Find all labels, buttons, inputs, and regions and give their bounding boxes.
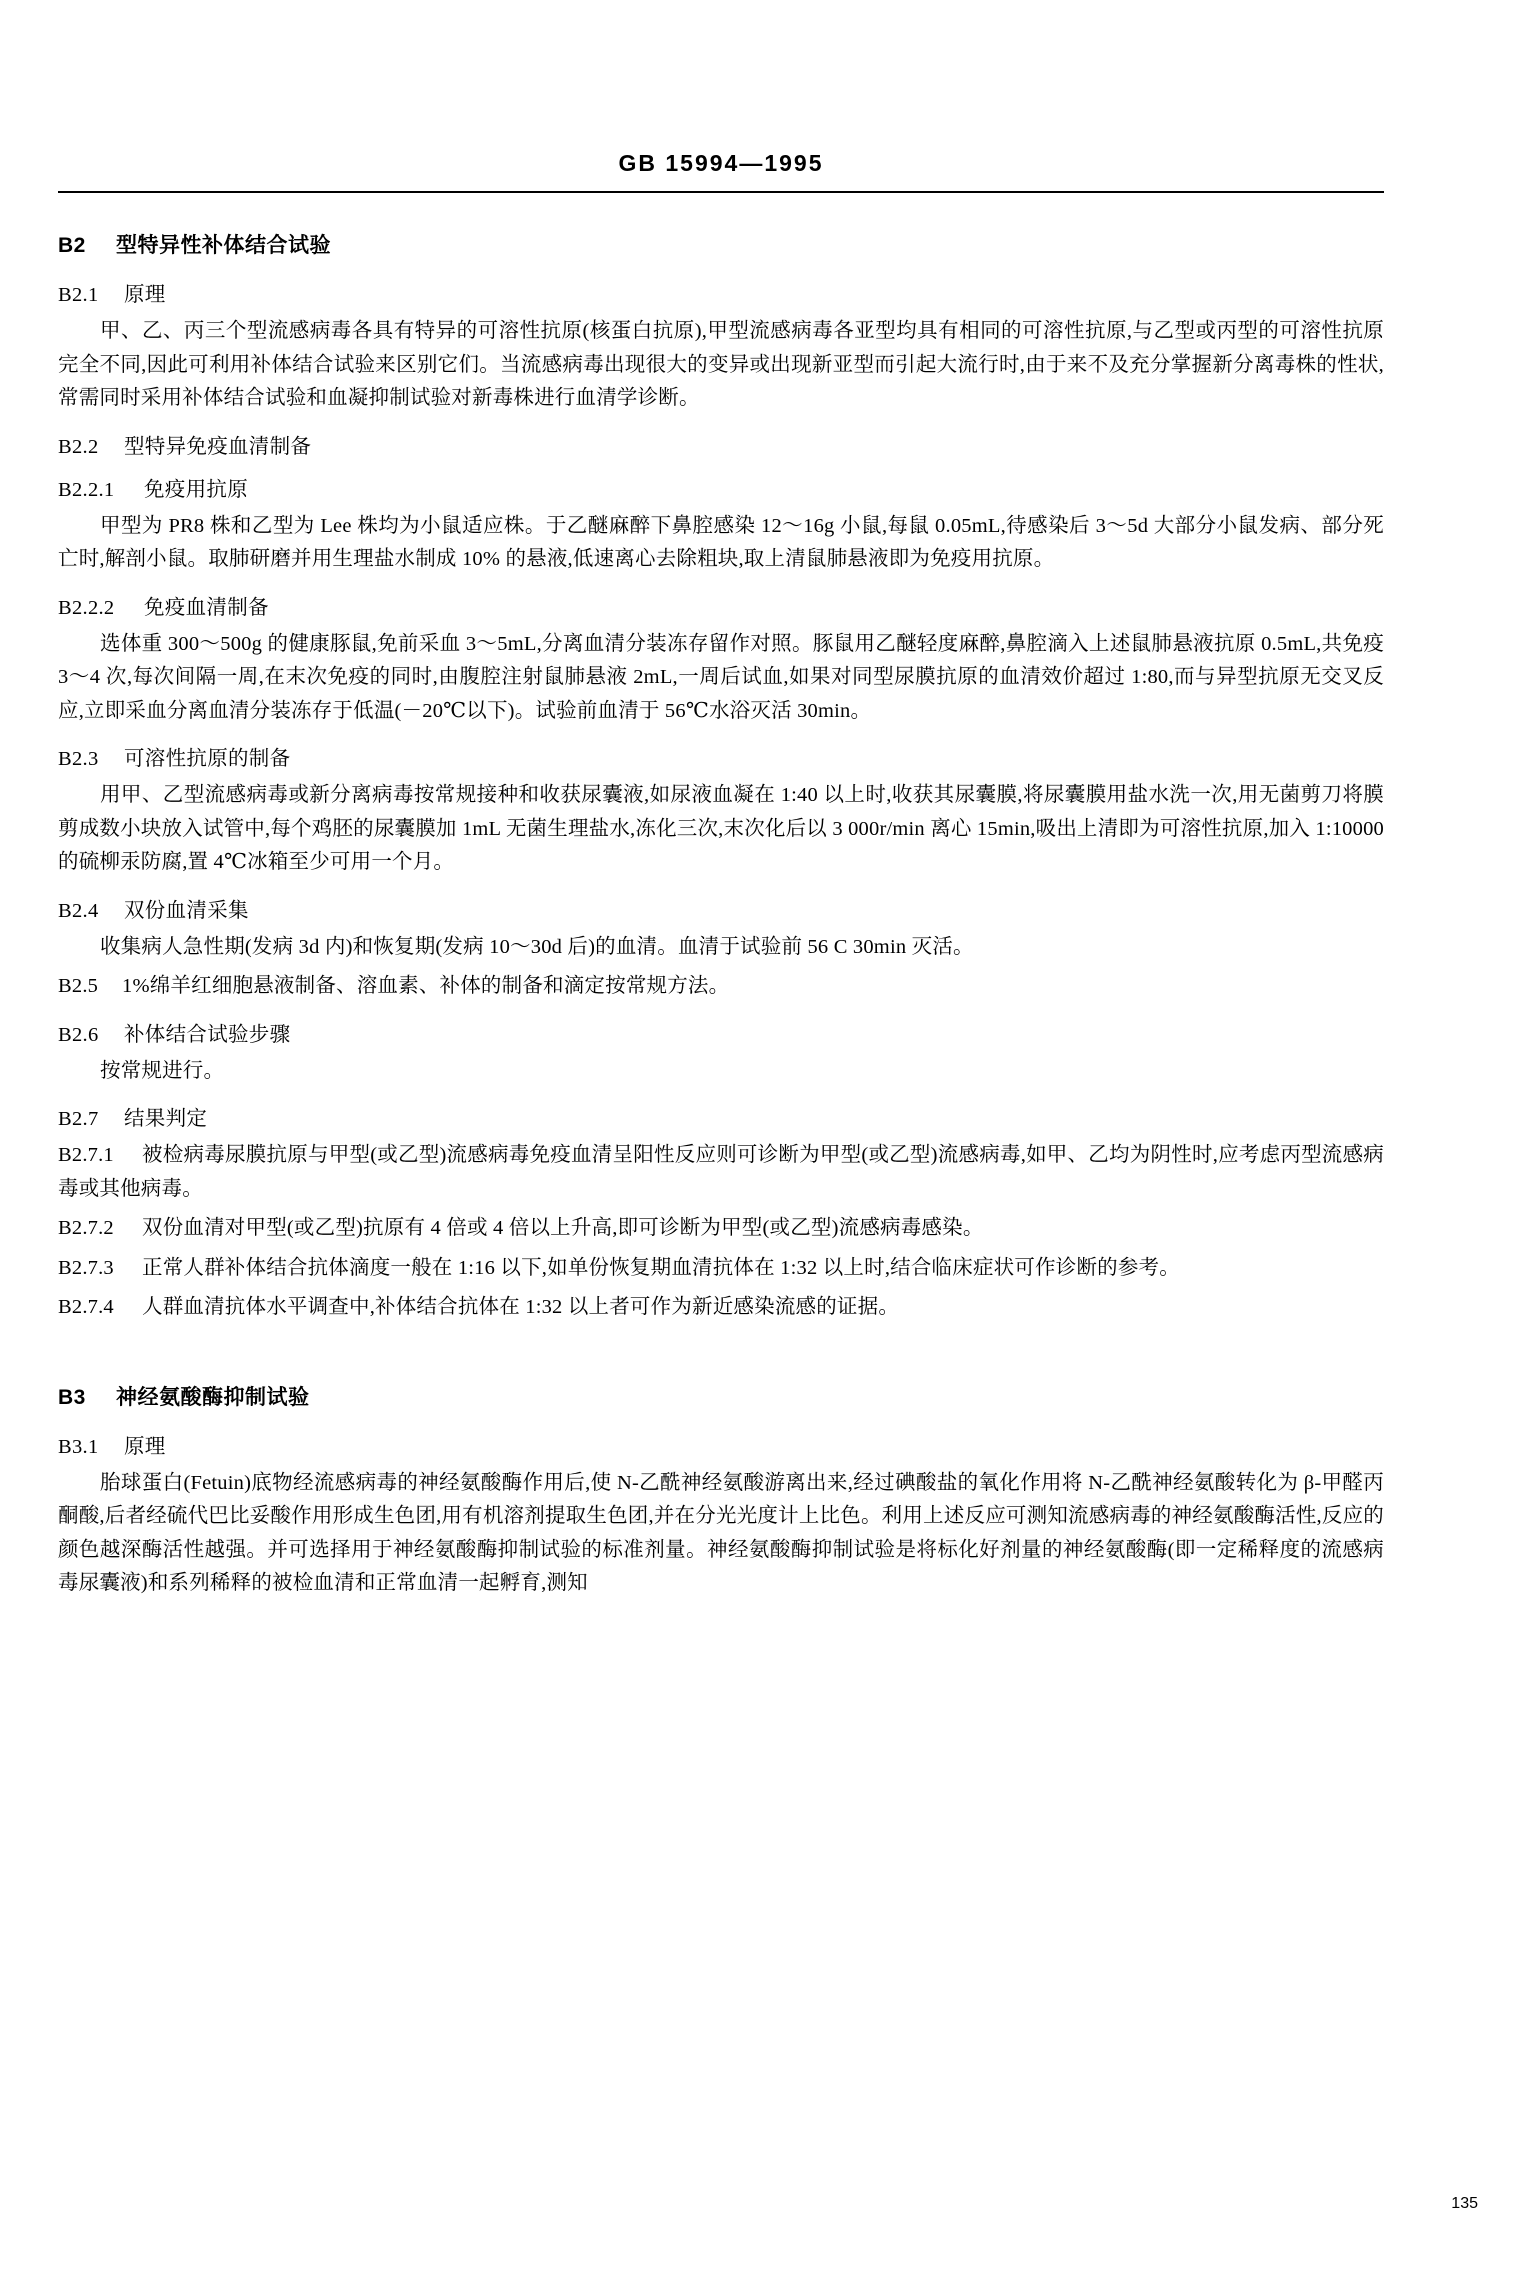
paragraph-b2-6: 按常规进行。 bbox=[100, 1059, 225, 1082]
subsection-number-b2-5: B2.5 bbox=[58, 975, 99, 997]
section-number-b3: B3 bbox=[58, 1385, 86, 1409]
subsection-title-b2-2-2: 免疫血清制备 bbox=[144, 596, 269, 619]
subsection-number-b3-1: B3.1 bbox=[58, 1435, 99, 1458]
subsection-title-b2-2: 型特异免疫血清制备 bbox=[124, 435, 312, 458]
header-divider bbox=[58, 191, 1384, 193]
subsection-text-b2-7-3: 正常人群补体结合抗体滴度一般在 1:16 以下,如单份恢复期血清抗体在 1:32 以上时,结合临床症状可作诊断的参考。 bbox=[142, 1256, 1180, 1279]
subsection-heading-b2-6 bbox=[58, 1017, 1384, 1047]
paragraph-b2-7-3 bbox=[58, 1252, 1384, 1286]
subsection-title-b3-1: 原理 bbox=[124, 1435, 166, 1458]
paragraph-b2-4: 收集病人急性期(发病 3d 内)和恢复期(发病 10～30d 后)的血清。血清于试验前 56 C 30min 灭活。 bbox=[100, 935, 974, 958]
section-title-b3: 神经氨酸酶抑制试验 bbox=[116, 1385, 310, 1409]
subsection-title-b2-3: 可溶性抗原的制备 bbox=[124, 748, 291, 770]
subsection-title-b2-7: 结果判定 bbox=[124, 1108, 208, 1130]
subsection-number-b2-2-2: B2.2.2 bbox=[58, 596, 115, 619]
subsection-title-b2-6: 补体结合试验步骤 bbox=[124, 1023, 291, 1046]
subsection-heading-b2-4 bbox=[58, 893, 1384, 923]
paragraph-b3-1: 胎球蛋白(Fetuin)底物经流感病毒的神经氨酸酶作用后,使 N-乙酰神经氨酸游离出来,经过碘酸盐的氧化作用将 N-乙酰神经氨酸转化为 β-甲醛丙酮酸,后者经硫代巴比妥酸作用形成生色团,用有机溶剂提取生色团,并在分光光度计上比色。利用上述反应可测知流感病毒的神经氨酸酶活性,反应的颜色越深酶活性越强。并可选择用于神经氨酸酶抑制试验的标准剂量。神经氨酸酶抑制试验是将标化好剂量的神经氨酸酶(即一定稀释度的流感病毒尿囊液)和系列稀释的被检血清和正常血清一起孵育,测知 bbox=[58, 1471, 1384, 1594]
subsection-number-b2-3: B2.3 bbox=[58, 748, 99, 770]
subsection-heading-b2-7 bbox=[58, 1101, 1384, 1131]
subsection-number-b2-7: B2.7 bbox=[58, 1108, 99, 1130]
subsection-number-b2-7-3: B2.7.3 bbox=[58, 1256, 114, 1279]
page-number: 135 bbox=[1451, 2195, 1478, 2212]
subsection-number-b2-1: B2.1 bbox=[58, 284, 99, 306]
subsection-number-b2-7-2: B2.7.2 bbox=[58, 1217, 114, 1239]
section-number-b2: B2 bbox=[58, 234, 86, 257]
subsection-text-b2-5: 1%绵羊红细胞悬液制备、溶血素、补体的制备和滴定按常规方法。 bbox=[122, 975, 730, 997]
subsection-heading-b2-2 bbox=[58, 429, 1384, 459]
page-content bbox=[58, 150, 1384, 1605]
subsection-heading-b3-1 bbox=[58, 1429, 1384, 1459]
subsection-number-b2-2-1: B2.2.1 bbox=[58, 478, 115, 501]
paragraph-b2-3: 用甲、乙型流感病毒或新分离病毒按常规接种和收获尿囊液,如尿液血凝在 1:40 以上时,收获其尿囊膜,将尿囊膜用盐水洗一次,用无菌剪刀将膜剪成数小块放入试管中,每个鸡胚的尿囊膜加 1mL 无菌生理盐水,冻化三次,末次化后以 3 000r/min 离心 15min,吸出上清即为可溶性抗原,加入 1:10000 的硫柳汞防腐,置 4℃冰箱至少可用一个月。 bbox=[58, 784, 1384, 873]
subsection-number-b2-2: B2.2 bbox=[58, 435, 99, 458]
paragraph-b2-2-2: 选体重 300～500g 的健康豚鼠,免前采血 3～5mL,分离血清分装冻存留作对照。豚鼠用乙醚轻度麻醉,鼻腔滴入上述鼠肺悬液抗原 0.5mL,共免疫 3～4 次,每次间隔一周,在末次免疫的同时,由腹腔注射鼠肺悬液 2mL,一周后试血,如果对同型尿膜抗原的血清效价超过 1:80,而与异型抗原无交叉反应,立即采血分离血清分装冻存于低温(－20℃以下)。试验前血清于 56℃水浴灭活 30min。 bbox=[58, 632, 1384, 722]
subsection-number-b2-7-1: B2.7.1 bbox=[58, 1144, 114, 1166]
subsection-heading-b2-2-2 bbox=[58, 590, 1384, 620]
subsection-heading-b2-3 bbox=[58, 741, 1384, 771]
subsection-number-b2-7-4: B2.7.4 bbox=[58, 1296, 114, 1318]
section-spacer bbox=[58, 1329, 1384, 1355]
paragraph-b2-7-1 bbox=[58, 1139, 1384, 1206]
subsection-text-b2-7-4: 人群血清抗体水平调查中,补体结合抗体在 1:32 以上者可作为新近感染流感的证据。 bbox=[142, 1296, 900, 1318]
paragraph-b2-1: 甲、乙、丙三个型流感病毒各具有特异的可溶性抗原(核蛋白抗原),甲型流感病毒各亚型均具有相同的可溶性抗原,与乙型或丙型的可溶性抗原完全不同,因此可利用补体结合试验来区别它们。当流感病毒出现很大的变异或出现新亚型而引起大流行时,由于来不及充分掌握新分离毒株的性状,常需同时采用补体结合试验和血凝抑制试验对新毒株进行血清学诊断。 bbox=[58, 320, 1384, 409]
section-heading-b2 bbox=[58, 229, 1384, 259]
section-title-b2: 型特异性补体结合试验 bbox=[116, 234, 331, 257]
subsection-text-b2-7-2: 双份血清对甲型(或乙型)抗原有 4 倍或 4 倍以上升高,即可诊断为甲型(或乙型)流感病毒感染。 bbox=[142, 1217, 984, 1239]
subsection-title-b2-2-1: 免疫用抗原 bbox=[144, 478, 248, 501]
subsection-heading-b2-1 bbox=[58, 277, 1384, 307]
subsection-text-b2-7-1: 被检病毒尿膜抗原与甲型(或乙型)流感病毒免疫血清呈阳性反应则可诊断为甲型(或乙型)流感病毒,如甲、乙均为阴性时,应考虑丙型流感病毒或其他病毒。 bbox=[58, 1144, 1384, 1200]
subsection-number-b2-4: B2.4 bbox=[58, 899, 99, 922]
paragraph-b2-2-1: 甲型为 PR8 株和乙型为 Lee 株均为小鼠适应株。于乙醚麻醉下鼻腔感染 12～16g 小鼠,每鼠 0.05mL,待感染后 3～5d 大部分小鼠发病、部分死亡时,解剖小鼠。取肺研磨并用生理盐水制成 10% 的悬液,低速离心去除粗块,取上清鼠肺悬液即为免疫用抗原。 bbox=[58, 514, 1384, 570]
subsection-title-b2-4: 双份血清采集 bbox=[124, 899, 249, 922]
paragraph-b2-7-2 bbox=[58, 1212, 1384, 1246]
paragraph-b2-7-4 bbox=[58, 1291, 1384, 1325]
page-header-standard-number: GB 15994—1995 bbox=[618, 150, 824, 176]
paragraph-b2-5 bbox=[58, 970, 1384, 1004]
section-heading-b3 bbox=[58, 1381, 1384, 1411]
subsection-heading-b2-2-1 bbox=[58, 472, 1384, 502]
subsection-number-b2-6: B2.6 bbox=[58, 1023, 99, 1046]
subsection-title-b2-1: 原理 bbox=[124, 284, 166, 306]
